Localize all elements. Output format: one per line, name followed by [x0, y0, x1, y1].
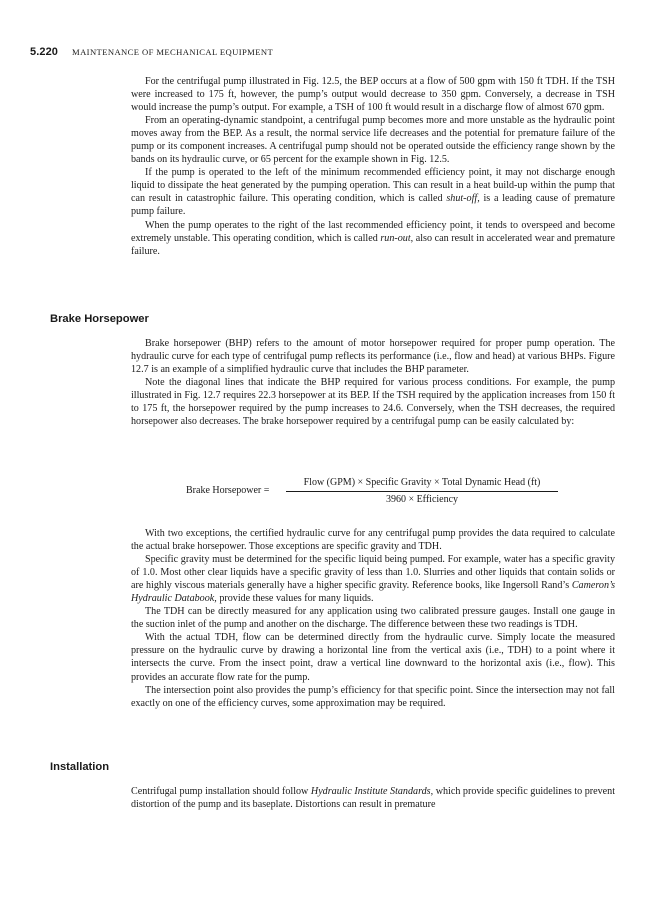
installation-section: [131, 785, 615, 811]
running-header: [30, 46, 630, 58]
term-shut-off: shut-off,: [446, 193, 480, 205]
standards-title: Hydraulic Institute Standards,: [310, 786, 434, 797]
intro-section: [131, 75, 615, 258]
paragraph: Specific gravity must be determined for the specific liquid being pumped. For example, water has a specific gravity of 1.0. Most other clear liquids have a specific gravity of less than 1.0. Slurries and other liquids that contain solids or are highly viscous materials generally have a higher specific gravity. Reference books, like Ingersoll Rand’s Cameron’s Hydraulic Databook, provide these values for many liquids.: [131, 554, 615, 605]
paragraph: If the pump is operated to the left of the minimum recommended efficiency point, it may not discharge enough liquid to dissipate the heat generated by the pumping operation. This can result in a heat build-up within the pump that can result in catastrophic failure. This operating condition, which is called shut-off, is a leading cause of premature pump failure.: [131, 167, 615, 218]
bhp-formula: [186, 477, 566, 509]
paragraph: For the centrifugal pump illustrated in Fig. 12.5, the BEP occurs at a flow of 500 gpm with 150 ft TDH. If the TSH were increased to 175 ft, however, the pump’s output would decrease to 350 gpm. Conversely, a decrease in TSH would increase the pump’s output. For example, a TSH of 100 ft would result in a discharge flow of almost 670 gpm.: [131, 76, 615, 114]
running-head-title: MAINTENANCE OF MECHANICAL EQUIPMENT: [72, 47, 274, 57]
formula-denominator: 3960 × Efficiency: [385, 494, 459, 505]
paragraph: The intersection point also provides the pump’s efficiency for that specific point. Since the intersection may not fall exactly on one of the efficiency curves, some approximation may be required.: [131, 684, 615, 709]
brake-horsepower-section: [131, 337, 615, 428]
section-heading-brake-horsepower: Brake Horsepower: [50, 313, 149, 325]
reference-title: Cameron’s Hydraulic Databook,: [131, 580, 615, 605]
paragraph: With the actual TDH, flow can be determined directly from the hydraulic curve. Simply locate the measured pressure on the hydraulic curve by drawing a horizontal line from the vertical axis (i.e., TDH) to a point where it intersects the curve. From the insect point, draw a vertical line downward to the horizontal axis (i.e., flow). This provides an accurate flow rate for the pump.: [131, 632, 615, 683]
fraction-bar: [286, 491, 558, 492]
paragraph: From an operating-dynamic standpoint, a centrifugal pump becomes more and more unstable as the hydraulic point moves away from the BEP. As a result, the normal service life decreases and the potential for premature failure of the pump or its component increases. A centrifugal pump should not be operated outside the efficiency range shown by the bands on its hydraulic curve, or 65 percent for the example shown in Fig. 12.5.: [131, 115, 615, 166]
formula-lhs: Brake Horsepower =: [186, 485, 270, 496]
paragraph: With two exceptions, the certified hydraulic curve for any centrifugal pump provides the data required to calculate the actual brake horsepower. Those exceptions are specific gravity and TDH.: [131, 528, 615, 553]
page-number: 5.220: [30, 46, 59, 58]
paragraph: The TDH can be directly measured for any application using two calibrated pressure gauges. Install one gauge in the suction inlet of the pump and another on the discharge. The difference between these two readings is TDH.: [131, 606, 615, 631]
paragraph: When the pump operates to the right of the last recommended efficiency point, it tends to overspeed and become extremely unstable. This operating condition, which is called run-out, also can result in accelerated wear and premature failure.: [131, 219, 615, 257]
formula-numerator: Flow (GPM) × Specific Gravity × Total Dynamic Head (ft): [303, 477, 541, 488]
brake-horsepower-section-continued: [131, 527, 615, 710]
term-run-out: run-out,: [380, 232, 414, 244]
paragraph: Brake horsepower (BHP) refers to the amount of motor horsepower required for proper pump operation. The hydraulic curve for each type of centrifugal pump reflects its performance (i.e., flow and head) at various BHPs. Figure 12.7 is an example of a simplified hydraulic curve that includes the BHP parameter.: [131, 338, 615, 376]
paragraph: Note the diagonal lines that indicate the BHP required for various process conditions. For example, the pump illustrated in Fig. 12.7 requires 22.3 horsepower at its BEP. If the TSH required by the application increases from 150 ft to 175 ft, the horsepower required by the pump increases to 24.6. Conversely, when the TSH decreases, the required horsepower also decreases. The brake horsepower required by a centrifugal pump can be easily calculated by:: [131, 377, 615, 428]
section-heading-installation: Installation: [50, 761, 110, 773]
paragraph: Centrifugal pump installation should follow Hydraulic Institute Standards, which provide specific guidelines to prevent distortion of the pump and its baseplate. Distortions can result in premature: [131, 786, 615, 811]
